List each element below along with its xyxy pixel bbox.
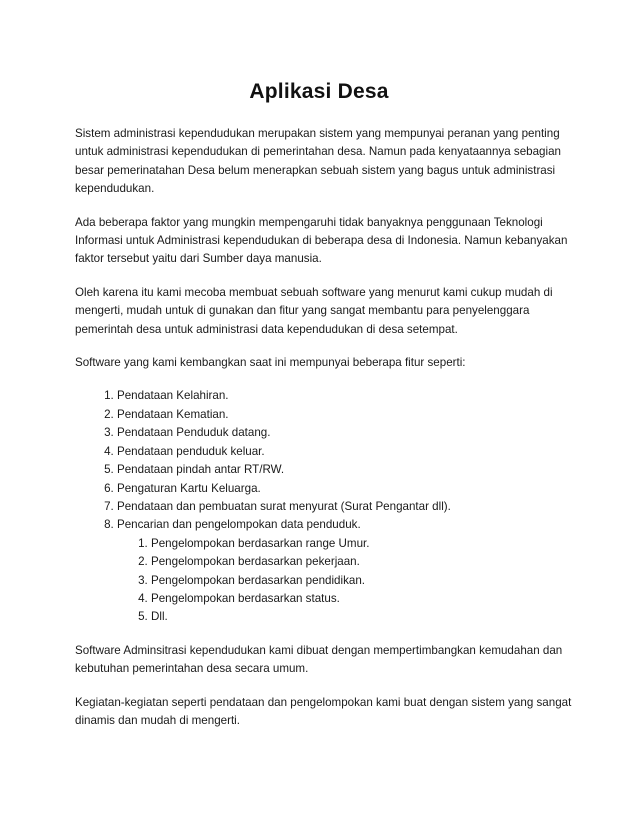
feature-item: 2. Pendataan Kematian. <box>117 406 575 424</box>
document-body <box>75 125 575 745</box>
feature-item-with-sublist <box>117 516 575 626</box>
feature-item: 6. Pengaturan Kartu Keluarga. <box>117 480 575 498</box>
document-title: Aplikasi Desa <box>249 80 389 103</box>
subfeature-item: 5. Dll. <box>151 608 575 626</box>
paragraph: Oleh karena itu kami mecoba membuat sebuah software yang menurut kami cukup mudah di mengerti, mudah untuk di gunakan dan fitur yang sangat membantu para penyelenggara pemerintah desa untuk administrasi data kependudukan di desa setempat. <box>75 285 553 336</box>
feature-item: 4. Pendataan penduduk keluar. <box>117 443 575 461</box>
feature-item: 1. Pendataan Kelahiran. <box>117 387 575 405</box>
feature-item: 7. Pendataan dan pembuatan surat menyurat (Surat Pengantar dll). <box>117 498 575 516</box>
paragraph: Kegiatan-kegiatan seperti pendataan dan pengelompokan kami buat dengan sistem yang sangat dinamis dan mudah di mengerti. <box>75 695 572 727</box>
paragraph: Sistem administrasi kependudukan merupakan sistem yang mempunyai peranan yang penting untuk administrasi kependudukan di pemerintahan desa. Namun pada kenyataannya sebagian besar pemerinatahan Desa belum menerapkan sebuah sistem yang bagus untuk administrasi kependudukan. <box>75 127 561 196</box>
subfeature-item: 4. Pengelompokan berdasarkan status. <box>151 590 575 608</box>
subfeature-list <box>117 535 575 627</box>
subfeature-item: 3. Pengelompokan berdasarkan pendidikan. <box>151 572 575 590</box>
paragraph: Software Adminsitrasi kependudukan kami dibuat dengan mempertimbangkan kemudahan dan kebutuhan pemerintahan desa secara umum. <box>75 643 563 676</box>
subfeature-item: 1. Pengelompokan berdasarkan range Umur. <box>151 535 575 553</box>
paragraph: Software yang kami kembangkan saat ini mempunyai beberapa fitur seperti: <box>75 356 466 370</box>
feature-item: 5. Pendataan pindah antar RT/RW. <box>117 461 575 479</box>
feature-list <box>75 387 575 626</box>
feature-item: 3. Pendataan Penduduk datang. <box>117 424 575 442</box>
paragraph: Ada beberapa faktor yang mungkin mempengaruhi tidak banyaknya penggunaan Teknologi Informasi untuk Administrasi kependudukan di beberapa desa di Indonesia. Namun kebanyakan faktor tersebut yaitu dari Sumber daya manusia. <box>75 215 568 266</box>
subfeature-item: 2. Pengelompokan berdasarkan pekerjaan. <box>151 553 575 571</box>
feature-item-label: Pencarian dan pengelompokan data penduduk. <box>117 518 361 532</box>
